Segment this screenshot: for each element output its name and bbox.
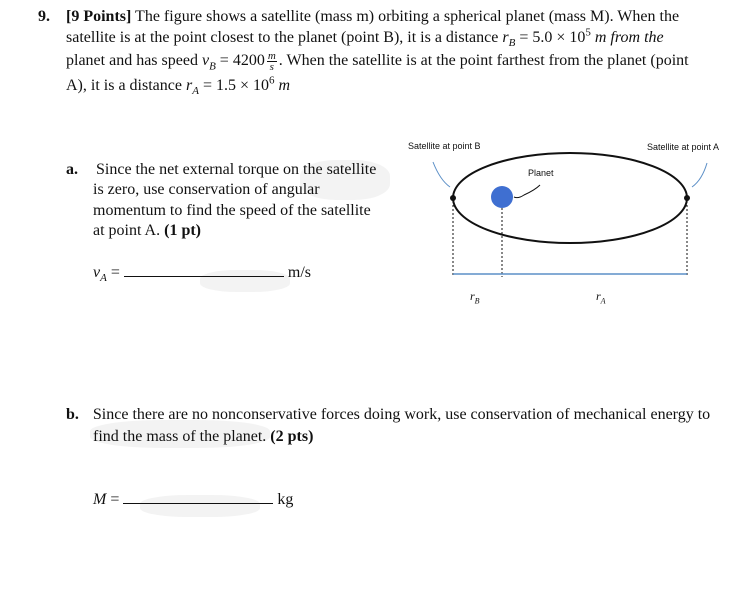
mass-symbol: M [93,491,107,508]
vb-symbol: v [201,52,210,70]
orbit-figure [400,135,745,315]
question-line-2 [66,28,664,48]
part-b-label: b. [66,406,79,423]
ra-symbol: r [185,77,193,94]
dim-ra-subscript: A [600,296,606,306]
va-answer-blank[interactable] [124,262,284,277]
label-satellite-b: Satellite at point B [408,141,481,151]
va-symbol: v [93,264,101,281]
callout-planet [514,185,540,198]
planet-circle [491,186,513,208]
part-b-answer-row [93,489,293,510]
ra-value: = 1.5 × 10 [202,77,269,94]
callout-point-a [692,163,707,187]
label-satellite-a: Satellite at point A [647,142,720,152]
dim-ra-symbol: r [596,289,601,303]
part-b-line-2 [93,427,313,447]
part-a-text-1: Since the net external torque on the satellite [96,161,377,178]
va-subscript: A [100,272,107,285]
question-text-4: A), it is a distance [66,77,182,94]
part-b-text-2: find the mass of the planet. [93,428,267,445]
question-text-3b: . When the satellite is at the point farthest from the planet (point [278,52,689,70]
part-a-points: (1 pt) [164,222,201,239]
va-unit: m/s [287,264,311,281]
callout-point-b [433,162,450,187]
fraction-numerator: m [267,50,276,62]
dim-rb-subscript: B [474,296,480,306]
ra-exponent: 6 [268,74,275,87]
dim-label-rb [470,289,480,304]
rb-value: = 5.0 × 10 [519,29,586,46]
part-a-text-2: is zero, use conservation of angular [93,181,320,198]
ra-unit: m [278,77,291,94]
orbit-ellipse [453,153,687,243]
part-b-text-1: Since there are no nonconservative forces doing work, use conservation of mechanical energy to [92,406,711,423]
dim-rb-symbol: r [470,289,475,303]
question-points: [9 Points] [66,8,132,25]
va-equals: = [110,264,120,281]
mass-answer-blank[interactable] [123,489,273,504]
fraction-denominator: s [269,61,274,73]
rb-subscript: B [508,37,516,50]
vb-subscript: B [209,60,216,73]
part-a-label: a. [66,161,78,178]
question-text-2: satellite is at the point closest to the planet (point B), it is a distance [66,29,499,46]
velocity-unit-fraction [267,51,277,72]
part-a-line-1 [66,160,376,180]
question-line-4 [66,76,290,96]
part-b-points: (2 pts) [270,428,314,445]
dim-label-ra [596,289,606,304]
mass-equals: = [110,491,120,508]
question-text-1: The figure shows a satellite (mass m) orbiting a spherical planet (mass M). When the [135,8,680,25]
rb-exponent: 5 [585,26,591,39]
ra-subscript: A [192,85,199,98]
part-a-line-4 [93,221,201,241]
satellite-point-b [450,195,456,201]
part-a-answer-row [93,262,311,283]
rb-unit: m from the [594,29,664,46]
part-b-line-1 [66,405,710,425]
mass-unit: kg [277,491,294,508]
question-line-3 [66,51,689,72]
part-a-text-4: at point A. [93,222,161,239]
label-planet: Planet [528,168,554,178]
rb-symbol: r [502,29,509,46]
question-text-3: planet and has speed [66,52,198,70]
satellite-point-a [684,195,690,201]
question-number: 9. [38,8,50,25]
orbit-diagram [400,135,745,315]
vb-value: = 4200 [219,52,265,70]
part-a-text-3: momentum to find the speed of the satellite [93,202,371,219]
question-line-1 [38,7,679,27]
